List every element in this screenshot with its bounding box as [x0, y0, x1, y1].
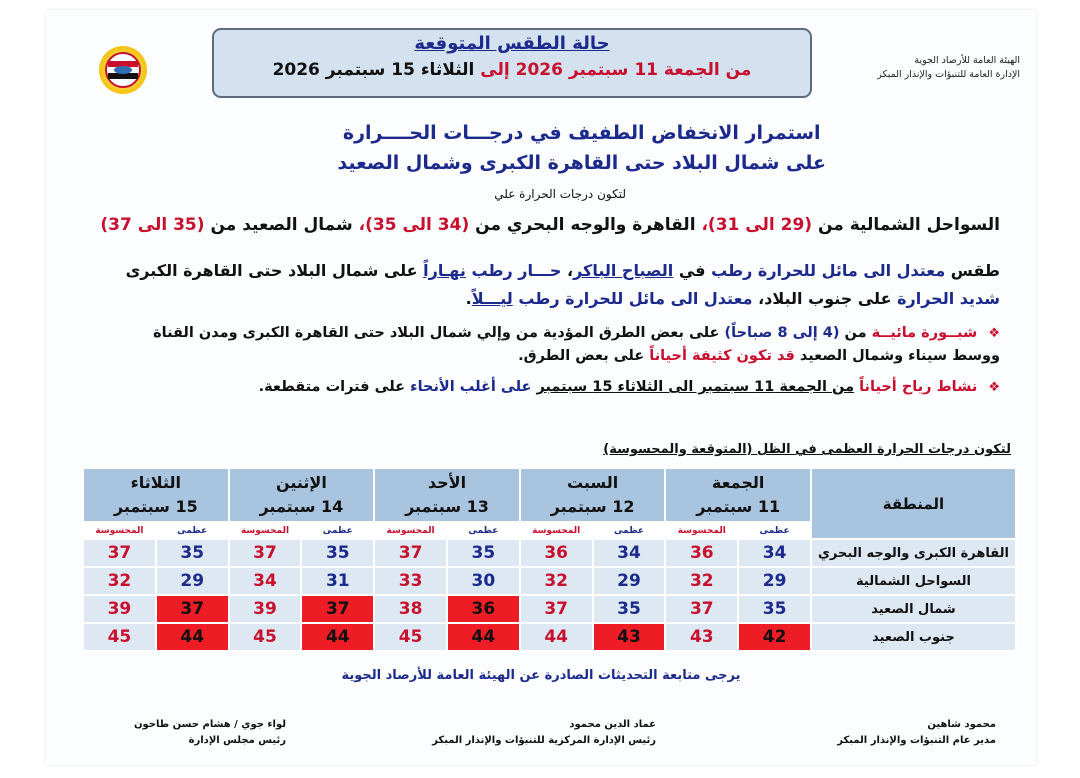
felt-temp-cell: 32 [83, 567, 156, 595]
lead-text: لتكون درجات الحرارة علي [494, 187, 626, 201]
day-date: 15 سبتمبر [113, 497, 198, 516]
max-temp-cell: 29 [738, 567, 811, 595]
felt-temp-cell: 37 [374, 539, 447, 567]
day-header [374, 468, 520, 522]
max-temp-cell: 29 [156, 567, 229, 595]
bullet-diamond-icon: ❖ [988, 326, 1000, 341]
day-date: 14 سبتمبر [259, 497, 344, 516]
bullet-fog [50, 322, 1000, 368]
cairo-range: (34 الى 35)، [358, 215, 470, 235]
desc-part: على جنوب البلاد، [758, 289, 892, 308]
felt-temp-cell: 36 [520, 539, 593, 567]
max-temp-cell: 35 [447, 539, 520, 567]
date-range-to: الثلاثاء 15 سبتمبر 2026 [272, 60, 475, 80]
felt-temp-cell: 34 [229, 567, 302, 595]
bulletin-page [46, 10, 1036, 765]
bullet-part: قد تكون كثيفة أحياناً [649, 348, 795, 364]
max-temp-cell: 37 [301, 595, 374, 623]
max-temp-label: عظمى [738, 522, 811, 539]
day-name: الإثنين [275, 473, 327, 492]
max-temp-cell: 35 [301, 539, 374, 567]
day-date: 12 سبتمبر [550, 497, 635, 516]
table-caption: لتكون درجات الحرارة العظمى في الظل (المتوقعة والمحسوسة) [603, 442, 1011, 457]
region-name: شمال الصعيد [811, 595, 1016, 623]
max-temp-cell: 35 [738, 595, 811, 623]
bullet-part: ووسط سيناء وشمال الصعيد [799, 348, 1000, 364]
max-temp-label: عظمى [301, 522, 374, 539]
date-range-from: من الجمعة 11 سبتمبر 2026 [515, 60, 752, 80]
max-temp-label: عظمى [593, 522, 666, 539]
bullet-part: شبــورة مائيــة [871, 325, 978, 341]
table-row [83, 595, 1016, 623]
felt-temp-label: المحسوسة [374, 522, 447, 539]
max-temp-cell: 36 [447, 595, 520, 623]
felt-temp-cell: 37 [83, 539, 156, 567]
felt-temp-cell: 45 [229, 623, 302, 651]
cairo-label: القاهرة والوجه البحري من [475, 215, 696, 235]
upper-egypt-range: (35 الى 37) [100, 215, 205, 235]
felt-temp-cell: 32 [665, 567, 738, 595]
region-name: السواحل الشمالية [811, 567, 1016, 595]
bullet-part: على بعض الطرق. [518, 348, 645, 364]
bullet-part: (4 إلى 8 صباحاً) [724, 325, 840, 341]
bullet-part: على بعض الطرق المؤدية من وإلي شمال البلاد حتى القاهرة الكبرى ومدن القناة [153, 325, 720, 341]
north-coast-range: (29 الى 31)، [701, 215, 813, 235]
signature-2 [432, 717, 656, 749]
upper-egypt-label: شمال الصعيد من [210, 215, 353, 235]
max-temp-label: عظمى [447, 522, 520, 539]
day-date: 13 سبتمبر [405, 497, 489, 516]
felt-temp-cell: 45 [374, 623, 447, 651]
felt-temp-label: المحسوسة [229, 522, 302, 539]
max-temp-cell: 35 [156, 539, 229, 567]
felt-temp-label: المحسوسة [83, 522, 156, 539]
max-temp-cell: 31 [301, 567, 374, 595]
signature-name: عماد الدين محمود [569, 719, 656, 730]
max-temp-cell: 43 [593, 623, 666, 651]
max-temp-cell: 34 [738, 539, 811, 567]
signature-name: محمود شاهين [927, 719, 996, 730]
desc-part: الصباح الباكر [573, 261, 674, 280]
temperature-ranges [70, 215, 1000, 235]
title-box [212, 28, 812, 98]
bullet-part: على أغلب الأنحاء [410, 379, 532, 395]
desc-part: معتدل الى مائل للحرارة رطب [711, 261, 946, 280]
bullet-part: على فترات متقطعة. [258, 379, 406, 395]
table-row [83, 539, 1016, 567]
desc-part: ليـــلاً [471, 289, 513, 308]
felt-temp-cell: 44 [520, 623, 593, 651]
desc-part: معتدل الى مائل للحرارة رطب [518, 289, 753, 308]
max-temp-label: عظمى [156, 522, 229, 539]
day-name: الأحد [427, 473, 467, 492]
weather-description [70, 257, 1000, 313]
desc-part: طقس [950, 261, 1000, 280]
day-header [83, 468, 229, 522]
felt-temp-cell: 45 [83, 623, 156, 651]
max-temp-cell: 35 [593, 595, 666, 623]
headline-line-1: استمرار الانخفاض الطفيف في درجـــات الحــــرارة [342, 122, 821, 144]
bullet-part: من [844, 325, 867, 341]
region-name: جنوب الصعيد [811, 623, 1016, 651]
table-row [83, 623, 1016, 651]
desc-part: حـــار رطب [471, 261, 562, 280]
day-name: الجمعة [711, 473, 765, 492]
desc-part: ، [566, 261, 574, 280]
signature-name: لواء جوي / هشام حسن طاحون [133, 719, 286, 730]
day-date: 11 سبتمبر [696, 497, 781, 516]
region-name: القاهرة الكبرى والوجه البحري [811, 539, 1016, 567]
bullet-part: من الجمعة 11 سبتمبر الى الثلاثاء 15 سبتمبر [536, 379, 855, 395]
signature-title: مدير عام التنبؤات والإنذار المبكر [837, 735, 996, 746]
felt-temp-cell: 39 [229, 595, 302, 623]
day-header [665, 468, 811, 522]
table-header-row [83, 468, 1016, 522]
desc-part: على شمال البلاد حتى القاهرة الكبرى [125, 261, 418, 280]
follow-updates-note: يرجى متابعة التحديثات الصادرة عن الهيئة العامة للأرصاد الجوية [341, 668, 741, 683]
region-header: المنطقة [811, 468, 1016, 539]
bullet-diamond-icon: ❖ [988, 380, 1000, 395]
bullet-wind [50, 376, 1000, 399]
day-header [520, 468, 666, 522]
felt-temp-cell: 37 [229, 539, 302, 567]
signature-3 [134, 717, 286, 749]
desc-part: في [678, 261, 706, 280]
felt-temp-cell: 32 [520, 567, 593, 595]
max-temp-cell: 30 [447, 567, 520, 595]
temperature-table [82, 467, 1017, 652]
headline-line-2: على شمال البلاد حتى القاهرة الكبرى وشمال الصعيد [337, 152, 826, 174]
org-line-1: الهيئة العامة للأرصاد الجوية [914, 55, 1020, 66]
max-temp-cell: 44 [447, 623, 520, 651]
signature-title: رئيس الإدارة المركزية للتنبؤات والإنذار المبكر [432, 735, 656, 746]
authority-logo-icon [94, 45, 152, 95]
max-temp-cell: 37 [156, 595, 229, 623]
organization-header [877, 54, 1020, 82]
signature-title: رئيس مجلس الإدارة [188, 735, 286, 746]
table-row [83, 567, 1016, 595]
date-range-to-word: إلى [480, 60, 510, 80]
max-temp-cell: 42 [738, 623, 811, 651]
org-line-2: الإدارة العامة للتنبؤات والإنذار المبكر [877, 69, 1020, 80]
headline [337, 118, 826, 178]
day-header [229, 468, 375, 522]
max-temp-cell: 44 [156, 623, 229, 651]
desc-part: نهـاراً [423, 261, 466, 280]
bulletin-title: حالة الطقس المتوقعة [414, 33, 610, 54]
felt-temp-cell: 37 [520, 595, 593, 623]
felt-temp-cell: 38 [374, 595, 447, 623]
max-temp-cell: 29 [593, 567, 666, 595]
felt-temp-cell: 39 [83, 595, 156, 623]
day-name: الثلاثاء [130, 473, 181, 492]
max-temp-cell: 44 [301, 623, 374, 651]
date-range [214, 60, 810, 80]
felt-temp-cell: 36 [665, 539, 738, 567]
felt-temp-cell: 37 [665, 595, 738, 623]
felt-temp-cell: 43 [665, 623, 738, 651]
day-name: السبت [566, 473, 619, 492]
felt-temp-cell: 33 [374, 567, 447, 595]
bullet-part: نشاط رياح أحياناً [859, 379, 978, 395]
north-coast-label: السواحل الشمالية من [817, 215, 1000, 235]
desc-part: . [465, 289, 472, 308]
felt-temp-label: المحسوسة [665, 522, 738, 539]
felt-temp-label: المحسوسة [520, 522, 593, 539]
max-temp-cell: 34 [593, 539, 666, 567]
desc-part: شديد الحرارة [897, 289, 1000, 308]
signature-1 [837, 717, 996, 749]
